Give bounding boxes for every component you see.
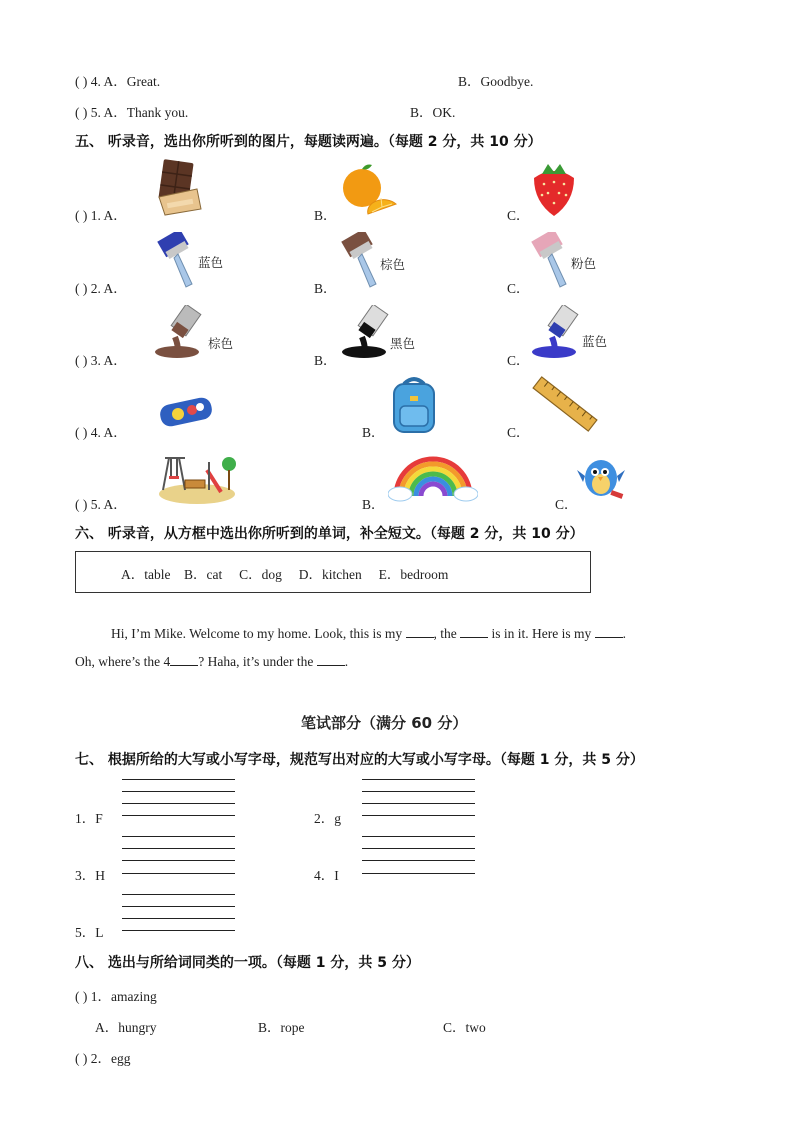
writing-line[interactable] <box>122 803 235 804</box>
writing-line[interactable] <box>122 894 235 895</box>
s5-q3-b-label: 黑色 <box>390 336 416 351</box>
passage-text: , the <box>433 626 461 641</box>
paint-tube-black-icon <box>340 305 398 361</box>
letter-item-4: 4．I <box>314 868 339 883</box>
s5-q3-stem: ( ) 3. A． <box>75 353 127 368</box>
chocolate-icon <box>157 157 203 217</box>
q4-stem: ( ) 4. A．Great. <box>75 74 161 89</box>
paintbrush-brown-icon <box>340 232 380 290</box>
s5-q3-c-label: 蓝色 <box>582 334 608 349</box>
s5-q4-option-c: C． <box>507 425 530 440</box>
writing-line[interactable] <box>122 848 235 849</box>
letter-item-1: 1．F <box>75 811 103 826</box>
passage-line-2 <box>75 653 348 670</box>
backpack-icon <box>386 376 442 436</box>
writing-line[interactable] <box>362 803 475 804</box>
playground-icon <box>155 450 237 506</box>
s5-q4-option-b: B． <box>362 425 385 440</box>
s8-q1-option-c: C．two <box>443 1020 486 1035</box>
writing-line[interactable] <box>362 873 475 874</box>
writing-line[interactable] <box>362 836 475 837</box>
s5-q3-a-label: 棕色 <box>208 336 234 351</box>
paintbrush-pink-icon <box>530 232 570 290</box>
word-box-options: A．table B．cat C．dog D．kitchen E．bedroom <box>121 567 449 582</box>
paint-tube-brown-icon <box>153 305 211 361</box>
q4-option-b: B．Goodbye. <box>458 74 534 89</box>
s5-q2-option-b: B． <box>314 281 337 296</box>
s5-q1-option-b: B． <box>314 208 337 223</box>
section-6-title: 六、 听录音，从方框中选出你所听到的单词，补全短文。（每题 2 分，共 10 分） <box>75 526 584 542</box>
passage-text: . <box>622 626 627 641</box>
s8-q1-option-a: A．hungry <box>95 1020 157 1035</box>
writing-line[interactable] <box>122 815 235 816</box>
writing-line[interactable] <box>362 815 475 816</box>
answer-blank[interactable] <box>595 625 623 638</box>
s5-q2-a-label: 蓝色 <box>198 255 224 270</box>
answer-blank[interactable] <box>170 653 198 666</box>
section-7-title: 七、 根据所给的大写或小写字母，规范写出对应的大写或小写字母。（每题 1 分，共 5 分） <box>75 752 644 768</box>
q5-option-b: B．OK. <box>410 105 456 120</box>
writing-line[interactable] <box>362 860 475 861</box>
answer-blank[interactable] <box>317 653 345 666</box>
s5-q3-option-c: C． <box>507 353 530 368</box>
writing-line[interactable] <box>362 848 475 849</box>
writing-line[interactable] <box>362 779 475 780</box>
orange-icon <box>340 160 398 218</box>
writing-line[interactable] <box>122 930 235 931</box>
s5-q2-b-label: 棕色 <box>380 257 406 272</box>
letter-item-5: 5．L <box>75 925 104 940</box>
letter-item-3: 3．H <box>75 868 105 883</box>
s8-q1-option-b: B．rope <box>258 1020 305 1035</box>
writing-line[interactable] <box>122 779 235 780</box>
section-8-title: 八、 选出与所给词同类的一项。（每题 1 分，共 5 分） <box>75 955 420 971</box>
writing-line[interactable] <box>362 791 475 792</box>
s5-q5-option-c: C． <box>555 497 578 512</box>
section-5-title: 五、 听录音，选出你所听到的图片，每题读两遍。（每题 2 分，共 10 分） <box>75 134 542 150</box>
ruler-icon <box>530 375 600 435</box>
s5-q2-stem: ( ) 2. A． <box>75 281 127 296</box>
writing-line[interactable] <box>122 906 235 907</box>
answer-blank[interactable] <box>406 625 434 638</box>
strawberry-icon <box>528 160 580 218</box>
pencil-case-icon <box>156 393 216 433</box>
s5-q5-option-b: B． <box>362 497 385 512</box>
passage-text: is in it. Here is my <box>488 626 595 641</box>
passage-text: . <box>344 654 349 669</box>
s5-q2-c-label: 粉色 <box>571 256 597 271</box>
paintbrush-blue-icon <box>156 232 196 290</box>
paint-tube-blue-icon <box>530 305 588 361</box>
s8-q2-stem: ( ) 2．egg <box>75 1051 131 1066</box>
writing-line[interactable] <box>122 918 235 919</box>
s5-q4-stem: ( ) 4. A． <box>75 425 127 440</box>
s5-q1-option-c: C． <box>507 208 530 223</box>
answer-blank[interactable] <box>460 625 488 638</box>
letter-item-2: 2．g <box>314 811 341 826</box>
rainbow-icon <box>388 450 478 504</box>
passage-text: Oh, where’s the 4 <box>75 654 171 669</box>
q5-stem: ( ) 5. A．Thank you. <box>75 105 189 120</box>
s5-q2-option-c: C． <box>507 281 530 296</box>
s8-q1-stem: ( ) 1．amazing <box>75 989 157 1004</box>
passage-line-1 <box>111 625 626 642</box>
bird-icon <box>577 450 627 506</box>
writing-line[interactable] <box>122 860 235 861</box>
passage-text: ? Haha, it’s under the <box>198 654 317 669</box>
writing-line[interactable] <box>122 873 235 874</box>
s5-q5-stem: ( ) 5. A． <box>75 497 127 512</box>
s5-q1-stem: ( ) 1. A． <box>75 208 127 223</box>
passage-text: Hi, I’m Mike. Welcome to my home. Look, this is my <box>111 626 406 641</box>
written-part-title: 笔试部分（满分 60 分） <box>301 714 468 732</box>
writing-line[interactable] <box>122 836 235 837</box>
writing-line[interactable] <box>122 791 235 792</box>
s5-q3-option-b: B． <box>314 353 337 368</box>
